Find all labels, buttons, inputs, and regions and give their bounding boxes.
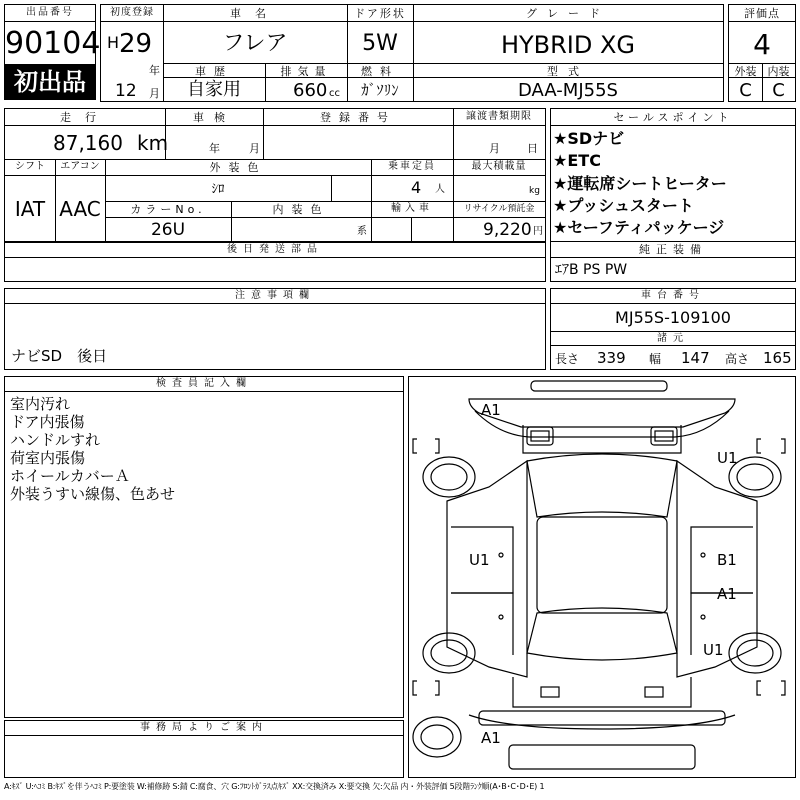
inspection-year-unit: 年: [209, 142, 220, 155]
interior-score: C: [772, 80, 785, 101]
inspector-line: ホイールカバーＡ: [10, 467, 130, 485]
left-side-outline: [447, 461, 527, 677]
ac-label: エアコン: [60, 161, 100, 172]
damage-mark: B1: [717, 551, 737, 569]
displacement: 660: [293, 80, 328, 101]
car-diagram: [408, 376, 796, 778]
recycle-unit: 円: [533, 226, 543, 237]
shift-label: シフト: [15, 161, 45, 172]
exterior-score: C: [739, 80, 752, 101]
interior-label: 内装: [767, 65, 790, 78]
lot-number: 90104: [5, 26, 101, 61]
score-label: 評価点: [744, 7, 780, 20]
model-code: DAA-MJ55S: [518, 80, 618, 101]
capacity: 4: [411, 178, 422, 197]
color-no-label: カラーNo.: [130, 203, 206, 216]
car-name: フレア: [222, 31, 288, 56]
inspector-line: 室内汚れ: [10, 395, 71, 413]
car-diagram-svg: [409, 377, 795, 777]
door-label: ドア形状: [354, 7, 406, 20]
door: 5W: [362, 31, 398, 56]
inspector-line: 外装うすい線傷、色あせ: [10, 485, 176, 503]
width-label: 幅: [649, 352, 662, 366]
damage-mark: A1: [481, 401, 501, 419]
legend: A:ｷｽﾞ U:ﾍｺﾐ B:ｷｽﾞを伴うﾍｺﾐ P:要塗装 W:補修跡 S:錆 C:腐食、穴 G:ﾌﾛﾝﾄｶﾞﾗｽ点ｷｽﾞ XX:交換済み X:要交換 欠:欠品 内・外装評価 5段階ﾗﾝｸ順(A･B･C･D･E) 1: [4, 782, 545, 791]
sales-point-item: ★セーフティパッケージ: [553, 218, 725, 237]
first-reg-label: 初度登録: [110, 7, 154, 18]
exterior-label: 外装: [734, 65, 757, 78]
year: 29: [119, 29, 153, 59]
displacement-label: 排気量: [280, 65, 332, 78]
damage-mark: U1: [469, 551, 490, 569]
sales-point-item: ★ETC: [553, 151, 601, 170]
score: 4: [753, 28, 771, 61]
sales-points-label: セールスポイント: [613, 111, 733, 124]
inspector-line: ドア内張傷: [10, 413, 85, 431]
lot-label: 出品番号: [26, 7, 74, 18]
month-unit: 月: [149, 87, 160, 100]
int-color-unit: 系: [357, 226, 367, 237]
height-label: 高さ: [725, 352, 750, 366]
grade-label: グレード: [526, 7, 610, 20]
ac: AAC: [59, 197, 101, 221]
displacement-unit: cc: [329, 88, 340, 99]
later-parts-label: 後日発送部品: [227, 244, 323, 255]
length-label: 長さ: [555, 352, 580, 366]
mileage-unit: km: [137, 131, 169, 155]
inspection-month-unit: 月: [249, 142, 260, 155]
transfer-label: 譲渡書類期限: [466, 111, 532, 122]
office-label: 事務局よりご案内: [140, 722, 268, 733]
inspector-line: ハンドルすれ: [10, 431, 101, 449]
height: 165: [763, 349, 792, 367]
notes-text: ナビSD 後日: [11, 347, 108, 365]
recycle: 9,220: [483, 220, 532, 240]
history-label: 車歴: [195, 65, 233, 78]
damage-mark: U1: [703, 641, 724, 659]
color-no: 26U: [150, 220, 186, 240]
inspector-line: 荷室内張傷: [10, 449, 86, 467]
transfer-day-unit: 日: [527, 142, 538, 155]
specs-box: [4, 108, 546, 242]
era: H: [107, 33, 120, 52]
max-load-unit: kg: [529, 186, 540, 196]
notes-box: [4, 288, 546, 370]
capacity-label: 乗車定員: [388, 161, 436, 172]
month: 12: [115, 81, 137, 101]
header-box: [100, 4, 724, 102]
int-color-label: 内装色: [272, 203, 330, 216]
chassis-label: 車台番号: [641, 290, 705, 301]
grade: HYBRID XG: [500, 31, 636, 59]
fuel-label: 燃料: [361, 65, 399, 78]
history: 自家用: [187, 79, 241, 100]
front-bumper-shape: [531, 381, 667, 391]
damage-mark: A1: [481, 729, 501, 747]
ext-color: ｼﾛ: [211, 182, 225, 197]
damage-mark: A1: [717, 585, 737, 603]
width: 147: [681, 349, 710, 367]
model-code-label: 型式: [547, 65, 589, 78]
mileage-label: 走行: [60, 111, 110, 124]
dims-label: 諸元: [657, 333, 689, 344]
recycle-label: リサイクル預託金: [463, 204, 535, 214]
windshield-outline: [527, 454, 677, 517]
damage-mark: U1: [717, 449, 738, 467]
first-listing-text: 初出品: [14, 68, 86, 96]
ext-color-label: 外装色: [209, 161, 267, 174]
sales-point-item: ★運転席シートヒーター: [553, 174, 727, 193]
rear-bumper-shape: [479, 711, 725, 725]
later-parts-box: [4, 242, 546, 282]
equipment-label: 純正装備: [639, 243, 707, 256]
inspection-label: 車検: [193, 111, 235, 124]
chassis-number: MJ55S-109100: [615, 308, 731, 327]
sales-point-item: ★SDナビ: [553, 129, 625, 148]
first-listing-badge: [4, 64, 96, 100]
score-box: [728, 4, 796, 102]
max-load-label: 最大積載量: [471, 161, 527, 172]
sales-point-item: ★プッシュスタート: [553, 196, 694, 215]
rear-outline: [513, 677, 691, 707]
car-name-label: 車名: [230, 7, 280, 20]
office-box: [4, 720, 404, 778]
chassis-box: [550, 288, 796, 370]
sales-points-box: [550, 108, 796, 282]
roof-outline: [537, 517, 667, 613]
mileage: 87,160: [53, 131, 123, 155]
import-label: 輸入車: [391, 203, 433, 214]
shift: IAT: [14, 197, 46, 221]
fuel: ｶﾞｿﾘﾝ: [361, 81, 399, 99]
capacity-unit: 人: [435, 184, 445, 195]
inspector-label: 検査員記入欄: [156, 378, 252, 389]
inspector-box: [4, 376, 404, 718]
hood-outline: [469, 399, 735, 427]
reg-no-label: 登録番号: [320, 111, 396, 124]
equipment-value: ｴｱB PS PW: [555, 262, 628, 278]
transfer-month-unit: 月: [489, 142, 500, 155]
spare-wheel: [413, 717, 461, 757]
length: 339: [597, 349, 626, 367]
year-unit: 年: [149, 64, 160, 77]
notes-label: 注意事項欄: [235, 290, 315, 301]
